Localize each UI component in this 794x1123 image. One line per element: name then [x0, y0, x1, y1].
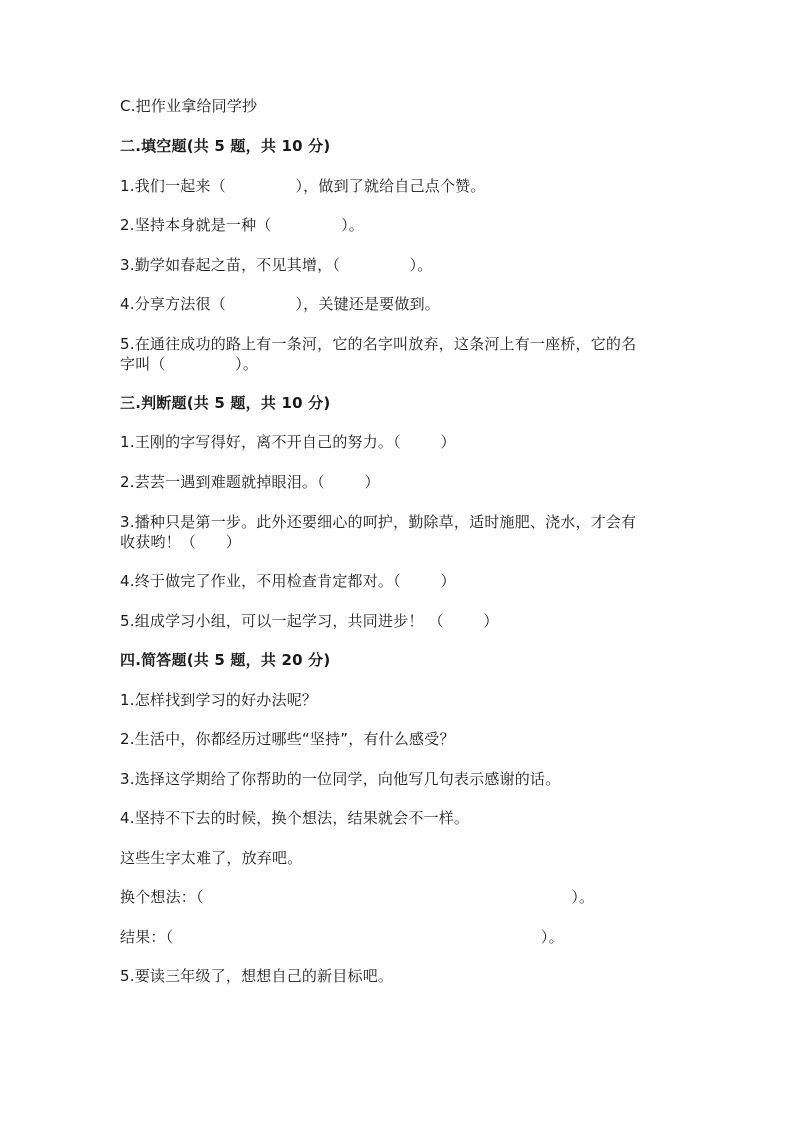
short-answer-question-4-alternative: 换个想法：（ ）。 — [120, 888, 595, 906]
section-heading-fill-in: 二.填空题(共 5 题，共 10 分) — [120, 137, 331, 155]
fill-question-1: 1.我们一起来（ ），做到了就给自己点个赞。 — [120, 177, 486, 195]
section-heading-judgment: 三.判断题(共 5 题，共 10 分) — [120, 394, 331, 412]
judgment-question-2: 2.芸芸一遇到难题就掉眼泪。（ ） — [120, 473, 380, 491]
judgment-question-5: 5.组成学习小组，可以一起学习，共同进步！ （ ） — [120, 612, 499, 630]
short-answer-question-2: 2.生活中，你都经历过哪些“坚持”，有什么感受？ — [120, 730, 455, 748]
judgment-question-4: 4.终于做完了作业，不用检查肯定都对。（ ） — [120, 572, 456, 590]
fill-question-4: 4.分享方法很（ ），关键还是要做到。 — [120, 295, 440, 313]
fill-question-2: 2.坚持本身就是一种（ ）。 — [120, 216, 364, 234]
short-answer-question-4-prompt: 这些生字太难了，放弃吧。 — [120, 849, 303, 867]
short-answer-question-4-result: 结果：（ ）。 — [120, 928, 564, 946]
judgment-question-1: 1.王刚的字写得好，离不开自己的努力。（ ） — [120, 433, 456, 451]
short-answer-question-4: 4.坚持不下去的时候，换个想法，结果就会不一样。 — [120, 809, 470, 827]
option-c: C.把作业拿给同学抄 — [120, 97, 258, 115]
section-heading-short-answer: 四.简答题(共 5 题，共 20 分) — [120, 651, 331, 669]
judgment-question-3-line-1: 3.播种只是第一步。此外还要细心的呵护，勤除草，适时施肥、浇水，才会有 — [120, 513, 637, 531]
fill-question-3: 3.勤学如春起之苗，不见其增，（ ）。 — [120, 256, 433, 274]
short-answer-question-1: 1.怎样找到学习的好办法呢？ — [120, 691, 318, 709]
fill-question-5-line-1: 5.在通往成功的路上有一条河，它的名字叫放弃，这条河上有一座桥，它的名 — [120, 335, 637, 353]
fill-question-5-line-2: 字叫（ ）。 — [120, 355, 259, 373]
judgment-question-3-line-2: 收获哟！（ ） — [120, 533, 242, 551]
short-answer-question-5: 5.要读三年级了，想想自己的新目标吧。 — [120, 967, 394, 985]
short-answer-question-3: 3.选择这学期给了你帮助的一位同学，向他写几句表示感谢的话。 — [120, 770, 561, 788]
